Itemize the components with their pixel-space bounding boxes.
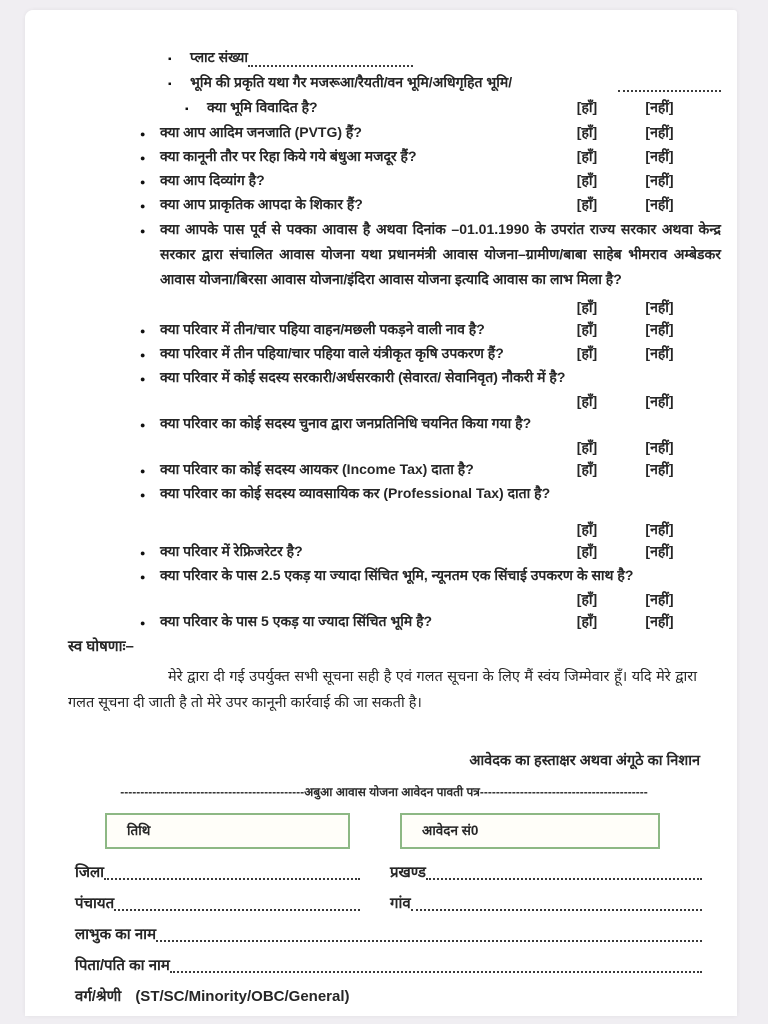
question-text: क्या परिवार के पास 2.5 एकड़ या ज्यादा सिंचित भूमि, न्यूनतम एक सिंचाई उपकरण के साथ है? xyxy=(160,567,634,583)
yes-option: [हाँ] xyxy=(576,196,598,212)
receipt-section xyxy=(25,783,737,1017)
round-bullet-icon: ● xyxy=(140,374,146,384)
yes-option: [हाँ] xyxy=(576,321,598,337)
yes-option: [हाँ] xyxy=(576,461,598,477)
question-text: क्या परिवार में कोई सदस्य सरकारी/अर्धसरकारी (सेवारत/ सेवानिवृत) नौकरी में है? xyxy=(160,369,566,385)
round-bullet-icon: ● xyxy=(140,177,146,187)
block-field xyxy=(390,862,702,884)
question-row xyxy=(25,193,737,217)
question-row xyxy=(25,412,737,436)
square-bullet-icon: ▪ xyxy=(168,79,172,90)
dotted-line xyxy=(618,90,721,92)
answer-row xyxy=(25,390,737,412)
question-text: क्या आप प्राकृतिक आपदा के शिकार हैं? xyxy=(160,196,363,212)
yes-option: [हाँ] xyxy=(576,543,598,559)
dotted-line xyxy=(104,878,360,880)
no-option: [नहीं] xyxy=(645,543,674,559)
round-bullet-icon: ● xyxy=(140,572,146,582)
form-paper xyxy=(25,10,737,1016)
round-bullet-icon: ● xyxy=(140,201,146,211)
answer-row xyxy=(25,296,737,318)
date-label: तिथि xyxy=(127,823,151,838)
question-row xyxy=(25,217,737,292)
round-bullet-icon: ● xyxy=(140,326,146,336)
dotted-line xyxy=(411,909,702,911)
question-row xyxy=(25,169,737,193)
question-row xyxy=(25,145,737,169)
category-field xyxy=(75,986,702,1008)
application-no-box xyxy=(400,813,660,849)
answer-row xyxy=(25,518,737,540)
question-row xyxy=(25,458,737,482)
no-option: [नहीं] xyxy=(645,172,674,188)
no-option: [नहीं] xyxy=(645,521,674,537)
answer-row xyxy=(25,436,737,458)
father-husband-name-field xyxy=(75,955,702,977)
yes-option: [हाँ] xyxy=(576,613,598,629)
panchayat-village-row xyxy=(75,893,702,915)
yes-option: [हाँ] xyxy=(576,393,598,409)
dotted-line xyxy=(426,878,702,880)
receipt-fields xyxy=(75,862,702,1008)
no-option: [नहीं] xyxy=(645,345,674,361)
yes-option: [हाँ] xyxy=(576,299,598,315)
question-text: क्या परिवार का कोई सदस्य आयकर (Income Tax) दाता है? xyxy=(160,461,474,477)
self-declaration-section xyxy=(68,636,697,716)
receipt-box-row xyxy=(105,813,737,849)
dotted-line xyxy=(114,909,360,911)
district-field xyxy=(75,862,360,884)
date-box xyxy=(105,813,350,849)
application-no-label: आवेदन सं0 xyxy=(422,823,479,838)
question-text: क्या परिवार के पास 5 एकड़ या ज्यादा सिंचित भूमि है? xyxy=(160,613,433,629)
square-bullet-icon: ▪ xyxy=(185,104,189,115)
round-bullet-icon: ● xyxy=(140,420,146,430)
question-text: क्या परिवार में तीन/चार पहिया वाहन/मछली पकड़ने वाली नाव है? xyxy=(160,321,485,337)
no-option: [नहीं] xyxy=(645,461,674,477)
question-text: क्या परिवार में रेफ्रिजरेटर है? xyxy=(160,543,303,559)
round-bullet-icon: ● xyxy=(140,490,146,500)
village-label: गांव xyxy=(390,895,411,912)
category-label: वर्ग/श्रेणी xyxy=(75,988,122,1005)
question-text: क्या परिवार का कोई सदस्य व्यावसायिक कर (Professional Tax) दाता है? xyxy=(160,485,551,501)
question-text: क्या कानूनी तौर पर रिहा किये गये बंधुआ मजदूर हैं? xyxy=(160,148,417,164)
round-bullet-icon: ● xyxy=(140,466,146,476)
no-option: [नहीं] xyxy=(645,124,674,140)
no-option: [नहीं] xyxy=(645,439,674,455)
no-option: [नहीं] xyxy=(645,148,674,164)
receipt-separator: ----------------------------------------------अबुआ आवास योजना आवेदन पावती पत्र------------------------------------------ xyxy=(120,785,648,799)
round-bullet-icon: ● xyxy=(140,350,146,360)
no-option: [नहीं] xyxy=(645,196,674,212)
question-text: प्लाट संख्या xyxy=(190,49,249,65)
question-row xyxy=(25,121,737,145)
question-row xyxy=(25,96,737,121)
yes-option: [हाँ] xyxy=(576,99,598,115)
question-text: क्या आप आदिम जनजाति (PVTG) हैं? xyxy=(160,124,362,140)
panchayat-label: पंचायत xyxy=(75,895,115,912)
no-option: [नहीं] xyxy=(645,299,674,315)
yes-option: [हाँ] xyxy=(576,521,598,537)
block-label: प्रखण्ड xyxy=(390,864,426,881)
dotted-line xyxy=(248,65,413,67)
question-row xyxy=(25,610,737,634)
questions-list xyxy=(25,46,737,634)
question-row xyxy=(25,46,737,71)
self-declaration-heading: स्व घोषणाः– xyxy=(68,638,134,655)
no-option: [नहीं] xyxy=(645,393,674,409)
yes-option: [हाँ] xyxy=(576,148,598,164)
yes-option: [हाँ] xyxy=(576,439,598,455)
question-row xyxy=(25,318,737,342)
round-bullet-icon: ● xyxy=(140,548,146,558)
yes-option: [हाँ] xyxy=(576,591,598,607)
yes-option: [हाँ] xyxy=(576,124,598,140)
dotted-line xyxy=(170,971,702,973)
question-row xyxy=(25,564,737,588)
question-row xyxy=(25,540,737,564)
answer-row xyxy=(25,588,737,610)
question-text: क्या परिवार का कोई सदस्य चुनाव द्वारा जनप्रतिनिधि चयनित किया गया है? xyxy=(160,415,532,431)
beneficiary-name-field xyxy=(75,924,702,946)
question-text: क्या परिवार में तीन पहिया/चार पहिया वाले यंत्रीकृत कृषि उपकरण हैं? xyxy=(160,345,504,361)
question-text: क्या आपके पास पूर्व से पक्का आवास है अथवा दिनांक –01.01.1990 के उपरांत राज्य सरकार अथवा केन्द्र सरकार द्वारा संचालित आवास योजना यथा प्रधानमंत्री आवास योजना–ग्रामीण/बाबा साहेब भीमराव अम्बेडकर आवास योजना/बिरसा आवास योजना/इंदिरा आवास योजना इत्यादि आवास का लाभ मिला है? xyxy=(160,221,721,287)
question-text: भूमि की प्रकृति यथा गैर मजरूआ/रैयती/वन भूमि/अधिगृहित भूमि/ xyxy=(190,74,513,90)
no-option: [नहीं] xyxy=(645,613,674,629)
category-options: (ST/SC/Minority/OBC/General) xyxy=(135,988,350,1005)
yes-option: [हाँ] xyxy=(576,345,598,361)
question-text: क्या भूमि विवादित है? xyxy=(207,99,318,115)
panchayat-field xyxy=(75,893,360,915)
district-label: जिला xyxy=(75,864,105,881)
yes-option: [हाँ] xyxy=(576,172,598,188)
round-bullet-icon: ● xyxy=(140,129,146,139)
question-row xyxy=(25,482,737,506)
square-bullet-icon: ▪ xyxy=(168,54,172,65)
round-bullet-icon: ● xyxy=(140,226,146,236)
no-option: [नहीं] xyxy=(645,321,674,337)
question-row xyxy=(25,342,737,366)
self-declaration-text: मेरे द्वारा दी गई उपर्युक्त सभी सूचना सही है एवं गलत सूचना के लिए मैं स्वंय जिम्मेवार हूँ। यदि मेरे द्वारा गलत सूचना दी जाती है तो मेरे उपर कानूनी कार्रवाई की जा सकती है। xyxy=(68,669,697,711)
round-bullet-icon: ● xyxy=(140,153,146,163)
signature-caption: आवेदक का हस्ताक्षर अथवा अंगूठे का निशान xyxy=(469,753,700,769)
father-husband-name-label: पिता/पति का नाम xyxy=(75,957,170,974)
village-field xyxy=(390,893,702,915)
question-row xyxy=(25,366,737,390)
dotted-line xyxy=(156,940,702,942)
round-bullet-icon: ● xyxy=(140,618,146,628)
beneficiary-name-label: लाभुक का नाम xyxy=(75,926,157,943)
district-block-row xyxy=(75,862,702,884)
question-row xyxy=(25,71,737,96)
no-option: [नहीं] xyxy=(645,99,674,115)
no-option: [नहीं] xyxy=(645,591,674,607)
question-text: क्या आप दिव्यांग है? xyxy=(160,172,265,188)
